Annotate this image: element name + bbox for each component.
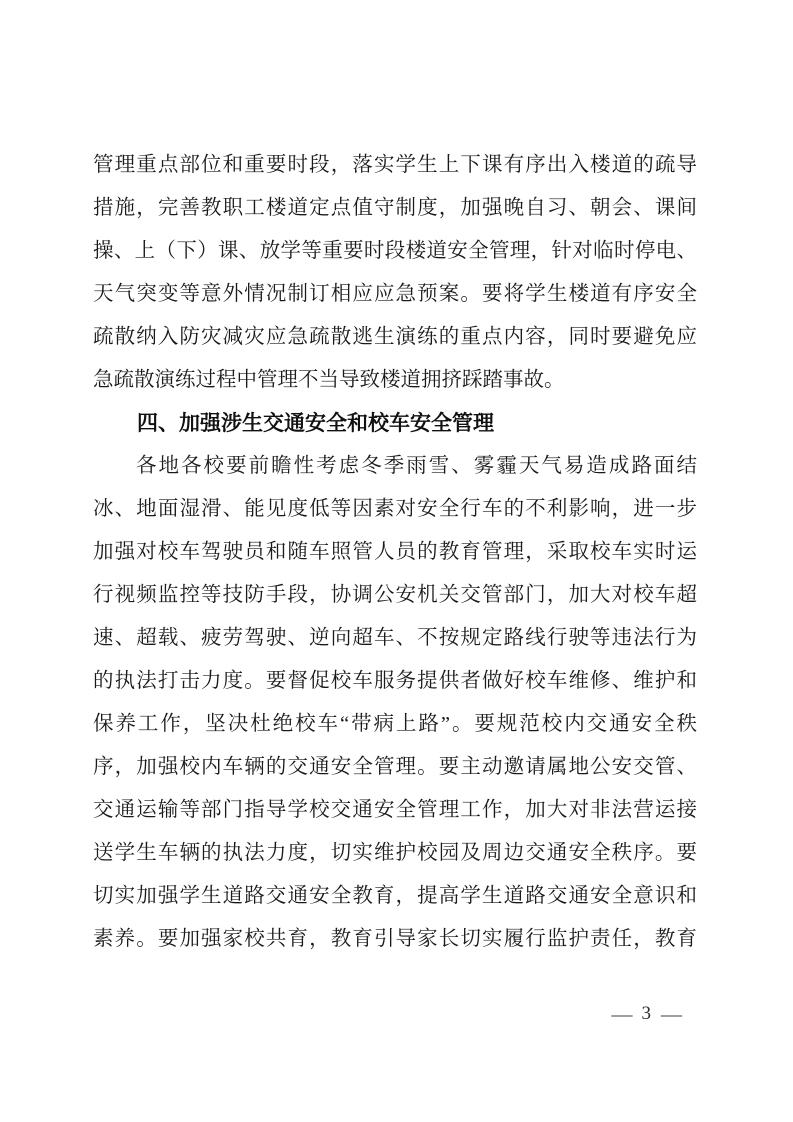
body-line: 管理重点部位和重要时段，落实学生上下课有序出入楼道的疏导 xyxy=(93,154,697,176)
body-line: 冰、地面湿滑、能见度低等因素对安全行车的不利影响，进一步 xyxy=(93,498,697,520)
paragraph-traffic-safety xyxy=(93,445,697,961)
text-block xyxy=(93,144,697,961)
section-heading-4: 四、加强涉生交通安全和校车安全管理 xyxy=(137,412,494,435)
body-line: 各地各校要前瞻性考虑冬季雨雪、雾霾天气易造成路面结 xyxy=(136,455,697,477)
body-line: 序，加强校内车辆的交通安全管理。要主动邀请属地公安交管、 xyxy=(93,756,697,778)
paragraph-stairway-safety xyxy=(93,144,697,402)
page-number: 3 xyxy=(641,1003,652,1024)
body-line: 天气突变等意外情况制订相应应急预案。要将学生楼道有序安全 xyxy=(93,283,697,305)
body-line: 操、上（下）课、放学等重要时段楼道安全管理，针对临时停电、 xyxy=(93,240,697,262)
footer-dash-left: — xyxy=(611,1002,633,1026)
body-line: 交通运输等部门指导学校交通安全管理工作，加大对非法营运接 xyxy=(93,799,697,821)
body-line: 措施，完善教职工楼道定点值守制度，加强晚自习、朝会、课间 xyxy=(93,197,697,219)
body-line: 加强对校车驾驶员和随车照管人员的教育管理，采取校车实时运 xyxy=(93,541,697,563)
body-line: 速、超载、疲劳驾驶、逆向超车、不按规定路线行驶等违法行为 xyxy=(93,627,697,649)
page-number-footer xyxy=(612,1002,683,1026)
footer-dash-right: — xyxy=(661,1002,682,1026)
body-line: 切实加强学生道路交通安全教育，提高学生道路交通安全意识和 xyxy=(93,885,697,907)
body-line: 行视频监控等技防手段，协调公安机关交管部门，加大对校车超 xyxy=(93,584,697,606)
body-line: 素养。要加强家校共育，教育引导家长切实履行监护责任，教育 xyxy=(93,928,697,950)
body-line: 保养工作，坚决杜绝校车“带病上路”。要规范校内交通安全秩 xyxy=(93,713,697,735)
body-line: 送学生车辆的执法力度，切实维护校园及周边交通安全秩序。要 xyxy=(93,842,697,864)
body-line: 的执法打击力度。要督促校车服务提供者做好校车维修、维护和 xyxy=(93,670,697,692)
body-line: 疏散纳入防灾减灾应急疏散逃生演练的重点内容，同时要避免应 xyxy=(93,326,697,348)
body-line: 急疏散演练过程中管理不当导致楼道拥挤踩踏事故。 xyxy=(93,369,565,391)
